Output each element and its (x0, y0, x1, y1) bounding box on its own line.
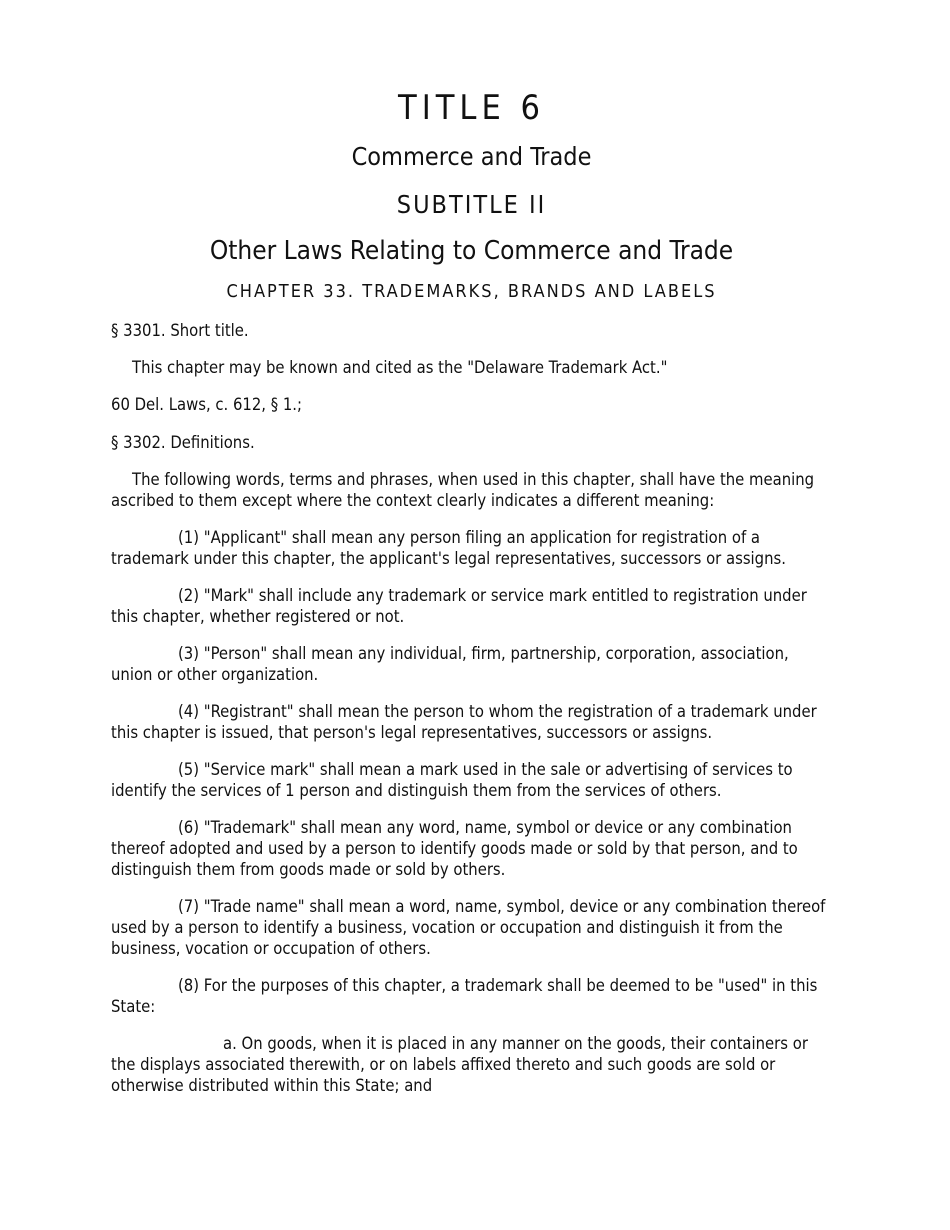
title-heading: TITLE 6 (398, 88, 545, 128)
section-3301-text: This chapter may be known and cited as the "Delaware Trademark Act." (132, 358, 668, 377)
definition-mark: (2) "Mark" shall include any trademark or service mark entitled to registration under this chapter, whether registered or not. (111, 586, 807, 626)
section-3302-heading: § 3302. Definitions. (111, 433, 255, 452)
subtitle-heading: SUBTITLE II (396, 190, 547, 219)
chapter-heading: CHAPTER 33. TRADEMARKS, BRANDS AND LABELS (226, 281, 717, 302)
definition-service-mark: (5) "Service mark" shall mean a mark used in the sale or advertising of services to identify the services of 1 person and distinguish them from the services of others. (111, 760, 793, 800)
definition-registrant: (4) "Registrant" shall mean the person to whom the registration of a trademark under this chapter is issued, that person's legal representatives, successors or assigns. (111, 702, 817, 742)
section-3301-history: 60 Del. Laws, c. 612, § 1.; (111, 395, 303, 414)
definition-trademark: (6) "Trademark" shall mean any word, name, symbol or device or any combination thereof adopted and used by a person to identify goods made or sold by that person, and to distinguish them from goods made or sold by others. (111, 818, 798, 879)
section-3301-heading: § 3301. Short title. (111, 321, 249, 340)
definition-used: (8) For the purposes of this chapter, a trademark shall be deemed to be "used" in this State: (111, 976, 818, 1016)
definition-person: (3) "Person" shall mean any individual, firm, partnership, corporation, association, union or other organization. (111, 644, 789, 684)
title-subject: Commerce and Trade (351, 142, 592, 171)
definition-trade-name: (7) "Trade name" shall mean a word, name, symbol, device or any combination thereof used by a person to identify a business, vocation or occupation and distinguish it from the business, vocation or occupation of others. (111, 897, 826, 958)
subtitle-name: Other Laws Relating to Commerce and Trade (209, 236, 734, 266)
definition-used-subitem-a: a. On goods, when it is placed in any manner on the goods, their containers or the displays associated therewith, or on labels affixed thereto and such goods are sold or otherwise distributed within this State; and (111, 1034, 808, 1095)
section-3302-intro: The following words, terms and phrases, when used in this chapter, shall have the meaning ascribed to them except where the context clearly indicates a different meaning: (111, 470, 815, 510)
definition-applicant: (1) "Applicant" shall mean any person filing an application for registration of a trademark under this chapter, the applicant's legal representatives, successors or assigns. (111, 528, 786, 568)
